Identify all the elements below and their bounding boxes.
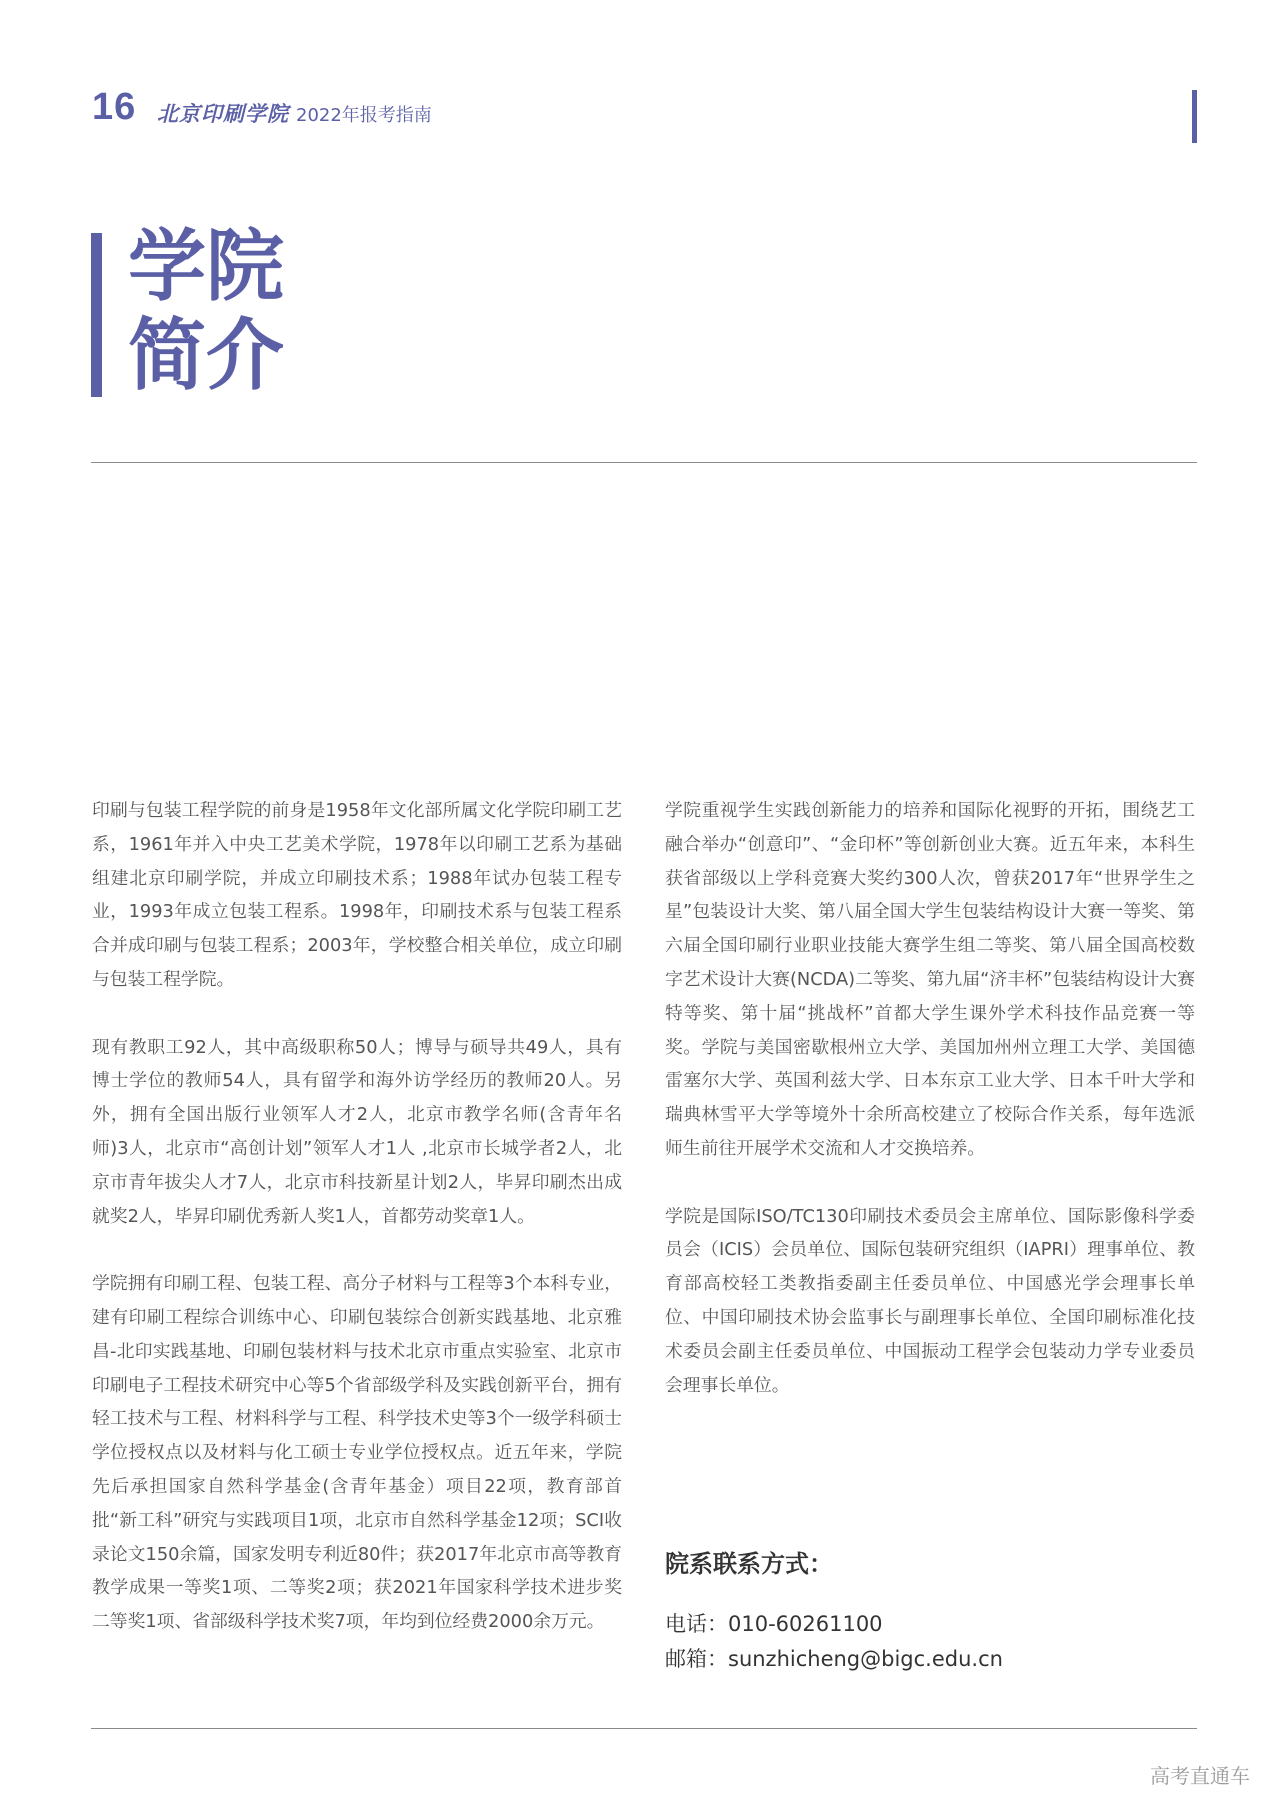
- title-accent-bar: [91, 233, 102, 397]
- paragraph-history: 印刷与包装工程学院的前身是1958年文化部所属文化学院印刷工艺系，1961年并入中央工艺美术学院，1978年以印刷工艺系为基础组建北京印刷学院，并成立印刷技术系；1988年试办包装工程专业，1993年成立包装工程系。1998年，印刷技术系与包装工程系合并成印刷与包装工程系；2003年，学校整合相关单位，成立印刷与包装工程学院。: [92, 800, 622, 990]
- page-number: 16: [92, 86, 137, 128]
- right-column: [665, 794, 1195, 1436]
- paragraph-memberships: 学院是国际ISO/TC130印刷技术委员会主席单位、国际影像科学委员会（ICIS）会员单位、国际包装研究组织（IAPRI）理事单位、教育部高校轻工类教指委副主任委员单位、中国感光学会理事长单位、中国印刷技术协会监事长与副理事长单位、全国印刷标准化技术委员会副主任委员单位、中国振动工程学会包装动力学专业委员会理事长单位。: [665, 1205, 1195, 1396]
- guide-title: 2022年报考指南: [296, 105, 432, 126]
- paragraph-faculty: 现有教职工92人，其中高级职称50人；博导与硕导共49人，具有博士学位的教师54人，具有留学和海外访学经历的教师20人。另外，拥有全国出版行业领军人才2人，北京市教学名师(含青年名师)3人，北京市“高创计划”领军人才1人 ,北京市长城学者2人，北京市青年拔尖人才7人，北京市科技新星计划2人，毕昇印刷杰出成就奖2人，毕昇印刷优秀新人奖1人，首都劳动奖章1人。: [92, 1036, 622, 1227]
- page-title-line1: 学院: [128, 222, 285, 312]
- bottom-divider: [91, 1728, 1197, 1729]
- top-divider: [91, 462, 1197, 463]
- contact-phone: 电话：010-60261100: [665, 1612, 883, 1636]
- contact-email[interactable]: 邮箱：sunzhicheng@bigc.edu.cn: [665, 1647, 1003, 1671]
- left-column: [92, 794, 622, 1673]
- paragraph-programs: 学院拥有印刷工程、包装工程、高分子材料与工程等3个本科专业，建有印刷工程综合训练中心、印刷包装综合创新实践基地、北京雅昌-北印实践基地、印刷包装材料与技术北京市重点实验室、北京市印刷电子工程技术研究中心等5个省部级学科及实践创新平台，拥有轻工技术与工程、材料科学与工程、科学技术史等3个一级学科硕士学位授权点以及材料与化工硕士专业学位授权点。近五年来，学院先后承担国家自然科学基金(含青年基金）项目22项，教育部首批“新工科”研究与实践项目1项，北京市自然科学基金12项；SCI收录论文150余篇，国家发明专利近80件；获2017年北京市高等教育教学成果一等奖1项、二等奖2项；获2021年国家科学技术进步奖二等奖1项、省部级科学技术奖7项，年均到位经费2000余万元。: [92, 1273, 622, 1633]
- contact-heading: 院系联系方式：: [665, 1550, 833, 1578]
- paragraph-students: 学院重视学生实践创新能力的培养和国际化视野的开拓，围绕艺工融合举办“创意印”、“金印杯”等创新创业大赛。近五年来，本科生获省部级以上学科竞赛大奖约300人次，曾获2017年“世界学生之星”包装设计大奖、第八届全国大学生包装结构设计大赛一等奖、第六届全国印刷行业职业技能大赛学生组二等奖、第八届全国高校数字艺术设计大赛(NCDA)二等奖、第九届“济丰杯”包装结构设计大赛特等奖、第十届“挑战杯”首都大学生课外学术科技作品竞赛一等奖。学院与美国密歇根州立大学、美国加州州立理工大学、美国德雷塞尔大学、英国利兹大学、日本东京工业大学、日本千叶大学和瑞典林雪平大学等境外十余所高校建立了校际合作关系，每年选派师生前往开展学术交流和人才交换培养。: [665, 800, 1195, 1159]
- watermark: 高考直通车: [1150, 1764, 1250, 1788]
- school-logo-text: 北京印刷学院: [157, 101, 289, 126]
- page-title-line2: 简介: [128, 311, 285, 401]
- header-accent-bar: [1192, 90, 1197, 143]
